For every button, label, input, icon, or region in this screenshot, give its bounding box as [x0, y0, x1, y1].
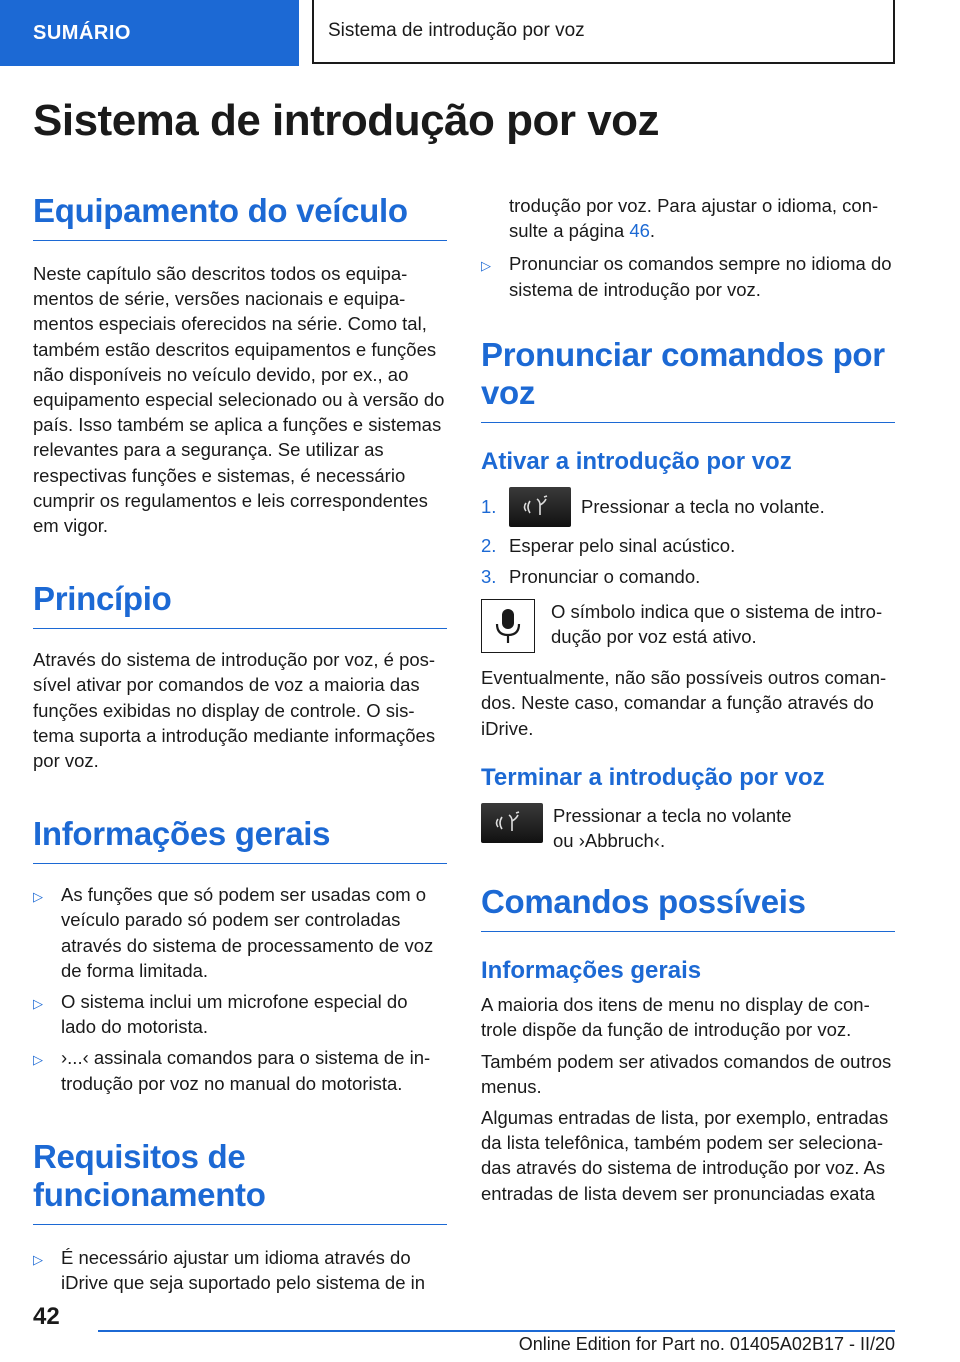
- section-text-equipamento: Neste capítulo são descritos todos os equipamentos de série, versões nacionais e equipamentos especiais oferecidos na série. Como tal, também estão descritos equipamentos e funções não disponíveis no veículo devido, por ex., ao equipamento especial selecionado ou à versão do país. Isso também se aplica a funções e sistemas relevantes para a segurança. Se utilizar as respectivas funções e sistemas, é necessário cumprir os regulamentos e leis correspondentes em vigor.: [33, 263, 445, 537]
- paragraph: Também podem ser ativados comandos de outros menus.: [481, 1050, 892, 1097]
- section-title-pronunciar: Pronunciar comandos por voz: [481, 336, 895, 423]
- step-item: 1. Pressionar a tecla no volante.: [481, 487, 895, 527]
- eventual-text: Eventualmente, não são possíveis outros comandos. Neste caso, comandar a função através do iDrive.: [481, 667, 887, 739]
- tab-sumario[interactable]: SUMÁRIO: [0, 0, 299, 66]
- subsection-title-informacoes: Informações gerais: [481, 957, 702, 985]
- list-item: ▷ ›...‹ assinala comandos para o sistema de introdução por voz no manual do motorista.: [33, 1045, 447, 1095]
- list-item: ▷ Pronunciar os comandos sempre no idioma do sistema de introdução por voz.: [481, 251, 895, 301]
- subsection-title-ativar: Ativar a introdução por voz: [481, 447, 792, 475]
- breadcrumb[interactable]: Sistema de introdução por voz: [312, 0, 895, 64]
- top-navigation: [0, 0, 960, 66]
- paragraph: Algumas entradas de lista, por exemplo, entradas da lista telefônica, também podem ser selecionadas através do sistema de introdução por voz. As entradas de lista devem ser pronunciadas exata: [481, 1107, 889, 1204]
- section-title-requisitos: Requisitos de funcionamento: [33, 1138, 447, 1225]
- section-text-principio: Através do sistema de introdução por voz, é possível ativar por comandos de voz a maioria das funções exibidas no display de controle. O sistema suporta a introdução mediante informações por voz.: [33, 649, 436, 772]
- step-item: 3. Pronunciar o comando.: [481, 566, 701, 588]
- bullet-triangle-icon: ▷: [481, 258, 491, 274]
- section-title-comandos: Comandos possíveis: [481, 883, 895, 932]
- microphone-icon: [481, 599, 535, 653]
- list-item: ▷ As funções que só podem ser usadas com o veículo parado só podem ser controladas através do sistema de processamento de voz de forma limitada.: [33, 882, 447, 983]
- left-column: [33, 186, 447, 1295]
- page-link[interactable]: 46: [629, 220, 650, 242]
- end-note: Pressionar a tecla no volante ou ›Abbruch‹.: [481, 803, 895, 853]
- bullet-triangle-icon: ▷: [33, 889, 43, 905]
- section-title-equipamento: Equipamento do veículo: [33, 192, 447, 241]
- bullet-triangle-icon: ▷: [33, 1052, 43, 1068]
- page-title: Sistema de introdução por voz: [33, 96, 660, 145]
- list-item: ▷ O sistema inclui um microfone especial do lado do motorista.: [33, 989, 447, 1039]
- voice-command-button-icon: [509, 487, 571, 527]
- subsection-title-terminar: Terminar a introdução por voz: [481, 763, 825, 791]
- bullet-triangle-icon: ▷: [33, 996, 43, 1012]
- page-number: 42: [33, 1303, 60, 1330]
- mic-note: O símbolo indica que o sistema de introdução por voz está ativo.: [481, 599, 895, 653]
- section-title-informacoes: Informações gerais: [33, 815, 447, 864]
- right-column: [481, 193, 895, 1206]
- list-item-continued: trodução por voz. Para ajustar o idioma, consulte a página 46.: [509, 195, 879, 242]
- bullet-triangle-icon: ▷: [33, 1251, 43, 1267]
- voice-command-button-icon: [481, 803, 543, 843]
- footer-divider: [98, 1330, 895, 1332]
- section-title-principio: Princípio: [33, 580, 447, 629]
- step-item: 2. Esperar pelo sinal acústico.: [481, 534, 736, 556]
- paragraph: A maioria dos itens de menu no display de controle dispõe da função de introdução por voz.: [481, 994, 870, 1041]
- footer-edition: Online Edition for Part no. 01405A02B17 - II/20: [518, 1334, 895, 1354]
- list-item: ▷ É necessário ajustar um idioma através do iDrive que seja suportado pelo sistema de in: [33, 1245, 447, 1295]
